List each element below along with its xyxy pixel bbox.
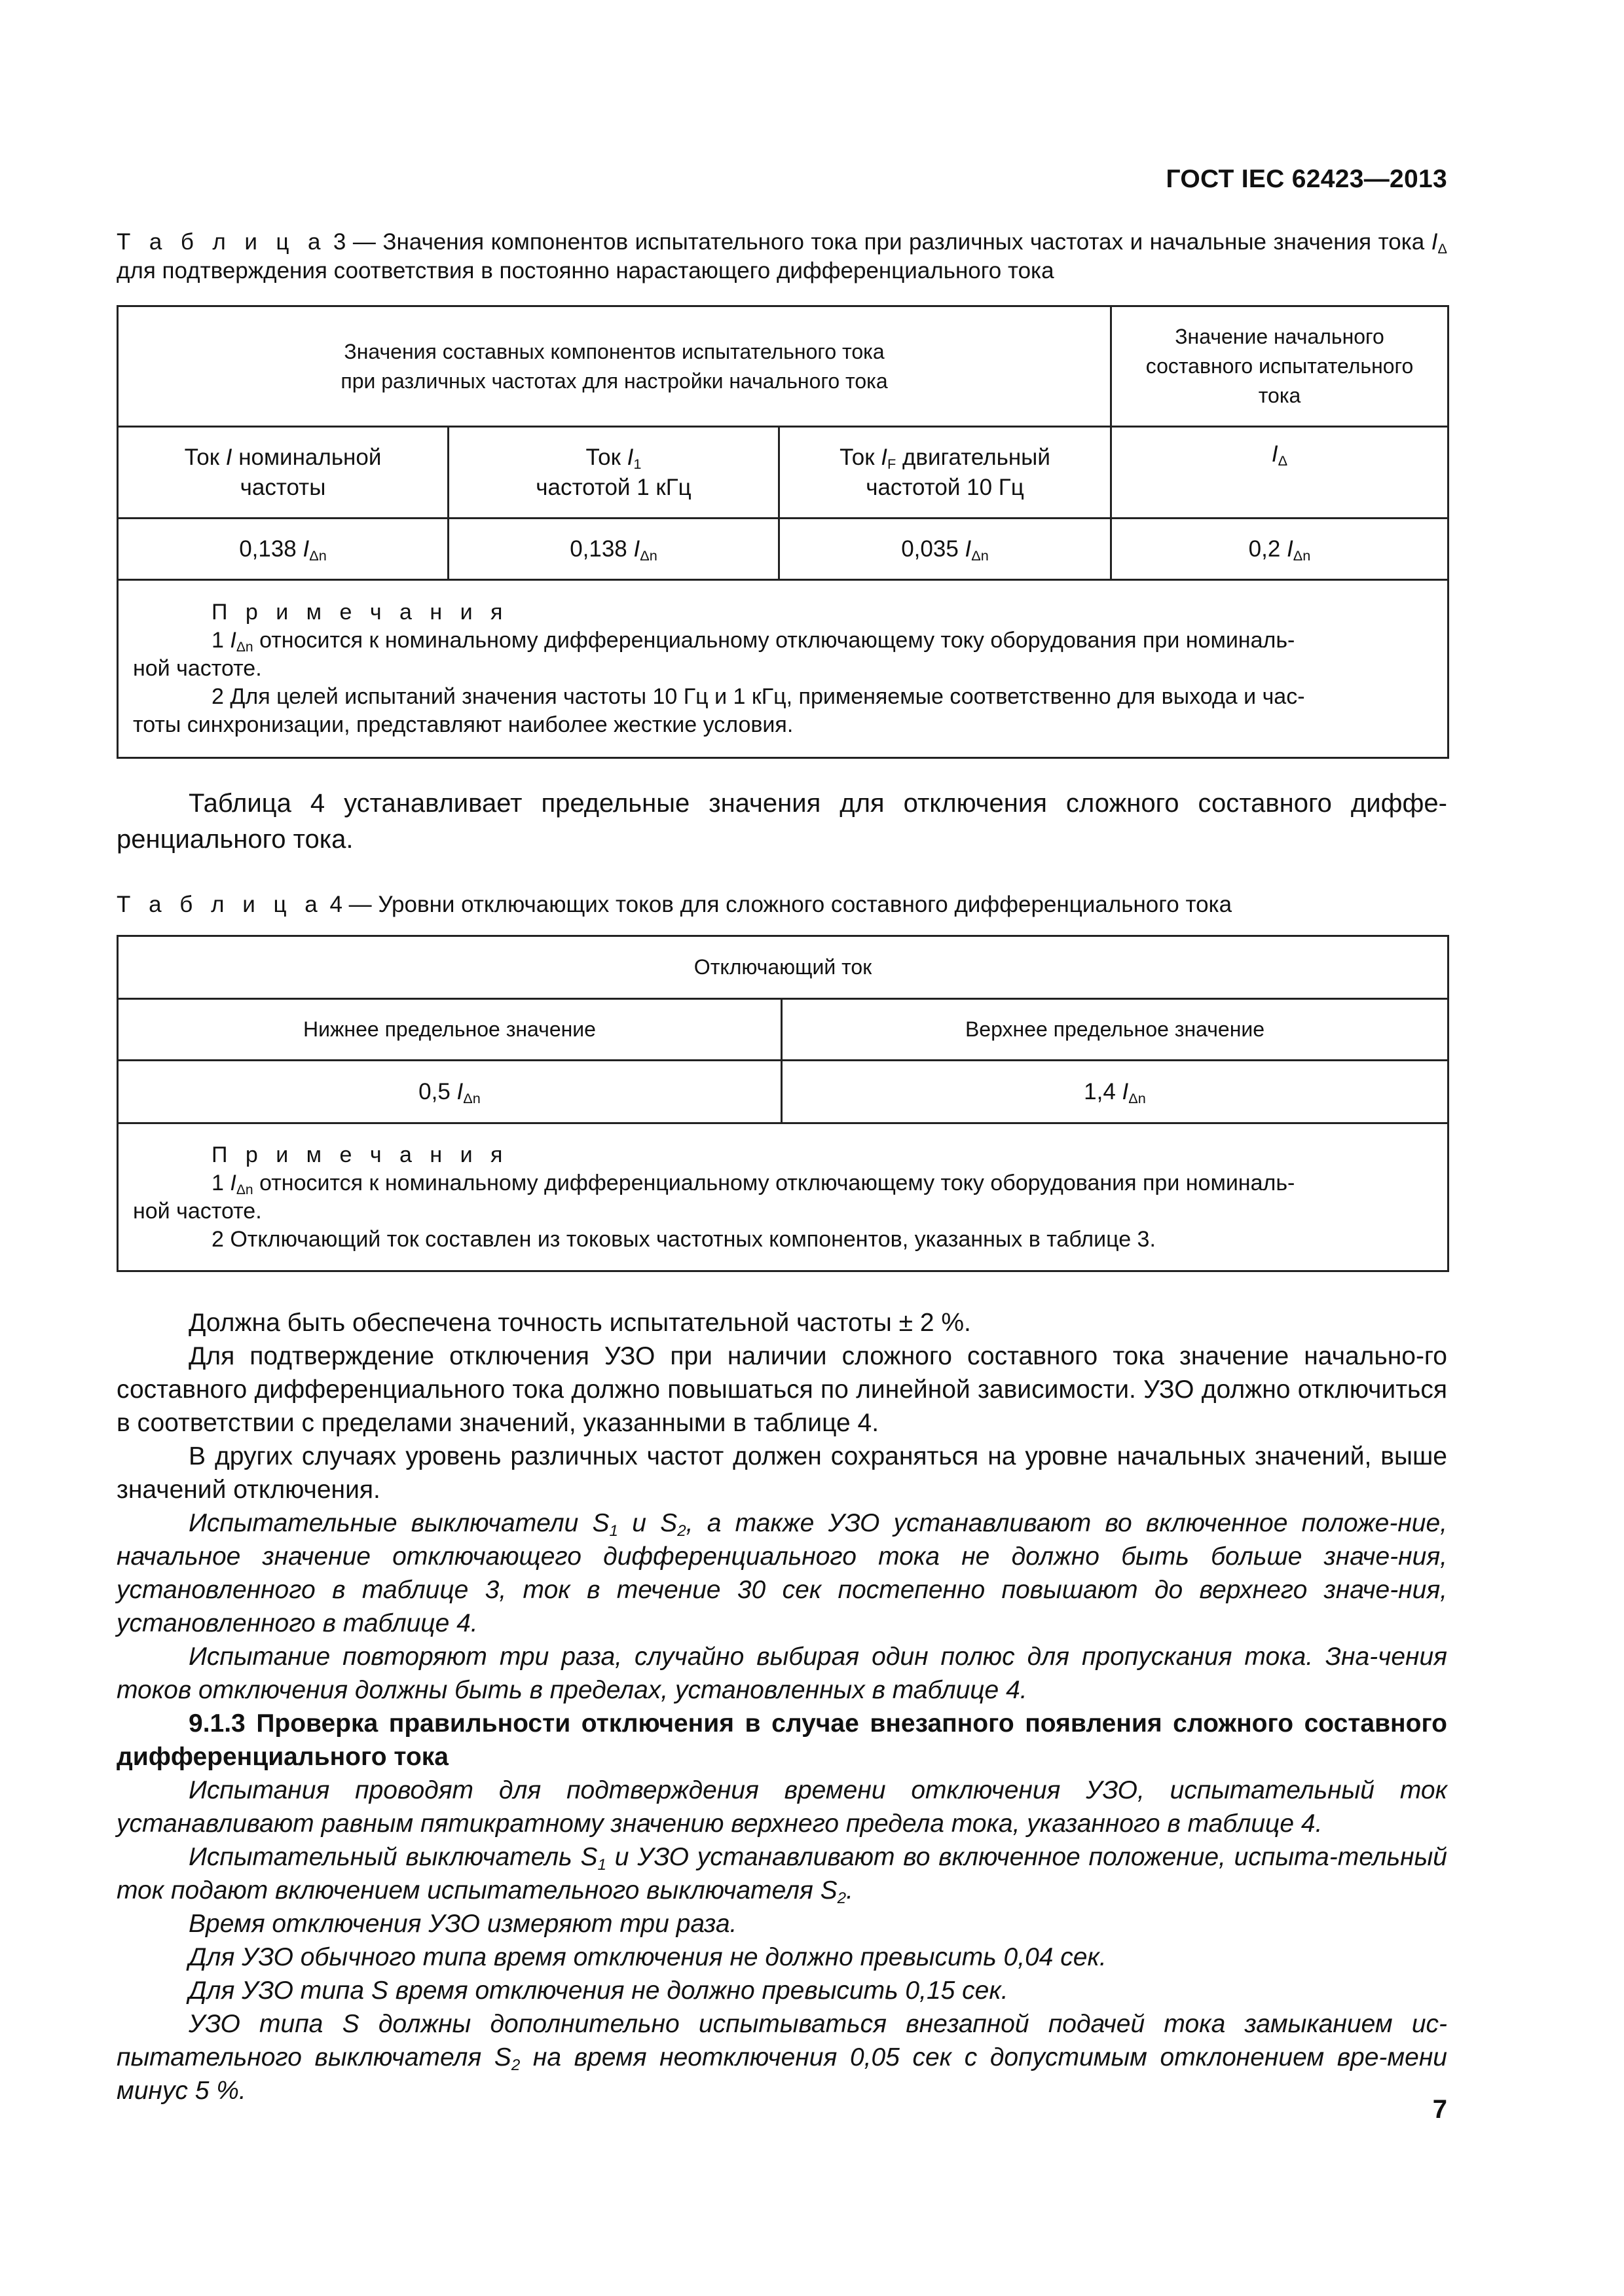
paragraph: Испытание повторяют три раза, случайно выбирая один полюс для пропускания тока. Зна-чения токов отключения должны быть в пределах, установленных в таблице 4. [117,1643,1447,1704]
section-heading: 9.1.3 Проверка правильности отключения в случае внезапного появления сложного составного дифференциального тока [117,1709,1447,1771]
table3-header-row [118,306,1449,427]
table4-notes-row [118,1123,1449,1271]
paragraph: В других случаях уровень различных частот должен сохраняться на уровне начальных значений, выше значений отключения. [117,1442,1447,1504]
table3-col-nominal: Ток I номинальной частоты [118,427,449,519]
table3-note2: 2 Для целей испытаний значения частоты 10 Гц и 1 кГц, применяемые соответственно для выхода и час- [212,684,1305,709]
table4-value-row [118,1061,1449,1123]
document-header: ГОСТ IEC 62423—2013 [1166,165,1447,193]
paragraph: Испытательный выключатель $S_1$ и УЗО устанавливают во включенное положение, испыта-тельный ток подают включением испытательного выключателя $S_2$. [117,1843,1447,1907]
table3-col-delta: $I_\Delta$ [1111,427,1449,519]
table4 [117,935,1449,1272]
table3 [117,305,1449,759]
paragraph: Для УЗО обычного типа время отключения не должно превысить 0,04 сек. [189,1943,1107,1971]
paragraph: Испытания проводят для подтверждения времени отключения УЗО, испытательный ток устанавливают равным пятикратному значению верхнего предела тока, указанного в таблице 4. [117,1776,1447,1838]
table4-subheader-row [118,999,1449,1061]
paragraph: Испытательные выключатели $S_1$ и $S_2$, а также УЗО устанавливают во включенное положе-ние, начальное значение отключающего дифференциального тока не должно быть больше значе-ния, установленного в таблице 3, ток в течение 30 сек постепенно повышают до верхнего значе-ния, установленного в таблице 4. [117,1509,1447,1637]
table3-caption: Т а б л и ц а 3 — Значения компонентов испытательного тока при различных частотах и начальные значения тока $I_\Delta$ для подтверждения соответствия в постоянно нарастающего дифференциального тока [117,229,1447,283]
paragraph-table4-intro: Таблица 4 устанавливает предельные значения для отключения сложного составного диффе-ренциального тока. [117,789,1447,854]
table3-cell: 0,138 $I_{\Delta n}$ [449,519,779,580]
body-text [117,1306,1447,2107]
table3-note1: 1 $I_{\Delta n}$ относится к номинальному дифференциальному отключающему току оборудования при номиналь- [212,628,1295,655]
table4-header-row [118,936,1449,999]
table3-notes [118,580,1449,758]
table3-cell: 0,2 $I_{\Delta n}$ [1111,519,1449,580]
table4-head-upper: Верхнее предельное значение [782,999,1449,1061]
paragraph: УЗО типа S должны дополнительно испытываться внезапной подачей тока замыканием ис-пытательного выключателя $S_2$ на время неотключения 0,05 сек с допустимым отклонением вре-мени минус 5 %. [117,2010,1447,2105]
table3-cell: 0,138 $I_{\Delta n}$ [118,519,449,580]
paragraph: Время отключения УЗО измеряют три раза. [189,1910,737,1938]
table4-notes-title: П р и м е ч а н и я [212,1142,509,1167]
table4-head-lower: Нижнее предельное значение [118,999,782,1061]
table3-col-1khz: Ток $I_1$ частотой 1 кГц [449,427,779,519]
table4-note2: 2 Отключающий ток составлен из токовых частотных компонентов, указанных в таблице 3. [212,1226,1156,1252]
table4-cell-upper: 1,4 $I_{\Delta n}$ [782,1061,1449,1123]
table4-note1-cont: ной частоте. [133,1198,262,1224]
table3-head-initial: Значение начального составного испытательного тока [1111,306,1449,427]
table3-col-10hz: Ток $I_F$ двигательный частотой 10 Гц [779,427,1111,519]
table3-value-row [118,519,1449,580]
table3-cell: 0,035 $I_{\Delta n}$ [779,519,1111,580]
table3-note2-cont: тоты синхронизации, представляют наиболее жесткие условия. [133,712,794,737]
table3-subheader-row [118,427,1449,519]
page-number: 7 [1432,2095,1447,2124]
paragraph: Для УЗО типа S время отключения не должно превысить 0,15 сек. [189,1977,1008,2005]
table3-notes-row [118,580,1449,758]
paragraph: Для подтверждение отключения УЗО при наличии сложного составного тока значение начально-го составного дифференциального тока должно повышаться по линейной зависимости. УЗО должно отключиться в соответствии с пределами значений, указанными в таблице 4. [117,1342,1447,1437]
table4-head-trip-current: Отключающий ток [118,936,1449,999]
table3-note1-cont: ной частоте. [133,656,262,681]
table4-cell-lower: 0,5 $I_{\Delta n}$ [118,1061,782,1123]
table4-caption: Т а б л и ц а 4 — Уровни отключающих токов для сложного составного дифференциального тока [117,892,1232,917]
table3-head-components: Значения составных компонентов испытательного тока при различных частотах для настройки начального тока [118,306,1111,427]
table4-note1: 1 $I_{\Delta n}$ относится к номинальному дифференциальному отключающему току оборудования при номиналь- [212,1170,1295,1197]
table3-notes-title: П р и м е ч а н и я [212,600,509,625]
paragraph: Должна быть обеспечена точность испытательной частоты ± 2 %. [189,1309,971,1337]
table4-notes [118,1123,1449,1271]
